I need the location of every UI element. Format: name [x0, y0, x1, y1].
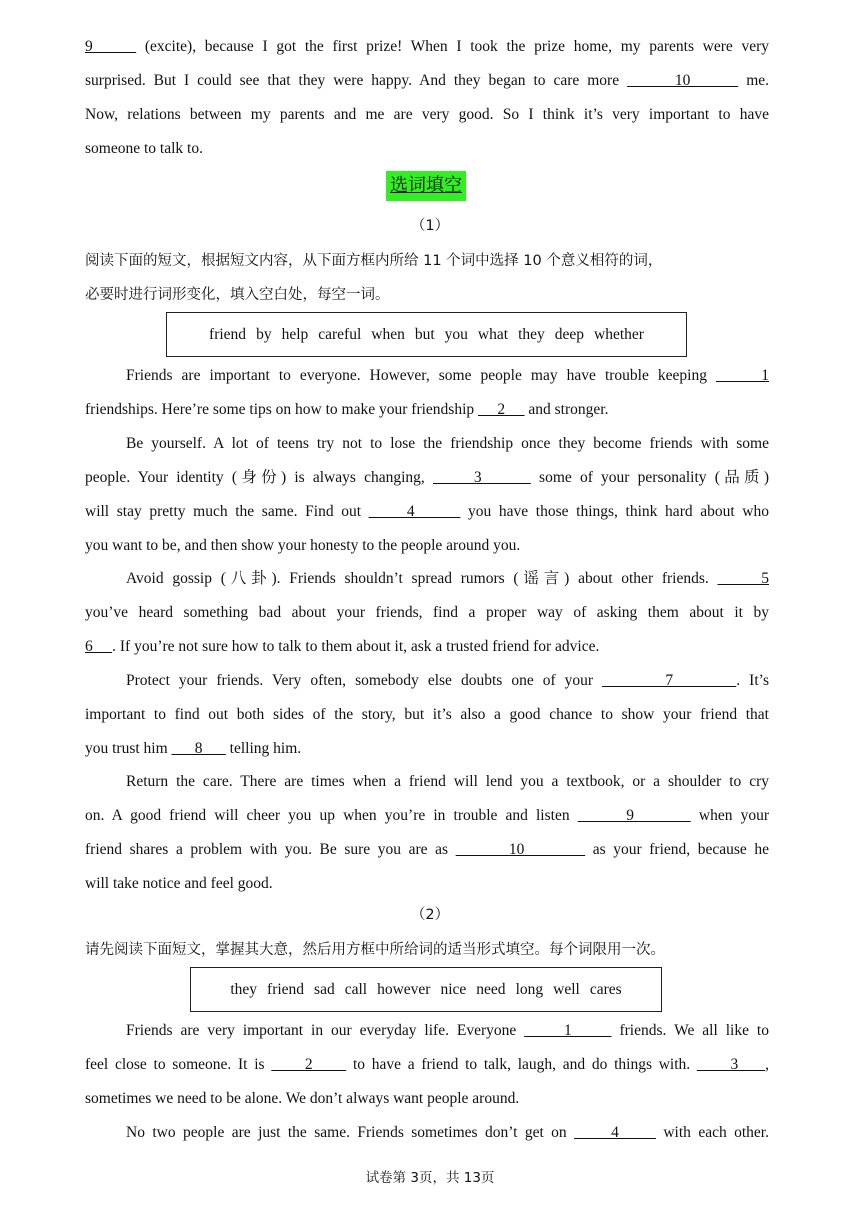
p1-para5-line1: Return the care. There are times when a friend will lend you a textbook, or a shoulder to cry: [126, 773, 769, 790]
blank-1: 1: [524, 1022, 612, 1039]
word-option: friend: [209, 325, 247, 343]
part1-label: （1）: [410, 218, 450, 234]
word-option: whether: [594, 325, 644, 343]
p1-para5-line3: friend shares a problem with you. Be sure you are as 10 as your friend, because he: [85, 841, 769, 858]
word-option: friend: [267, 980, 305, 998]
part1-instruction-2: 必要时进行词形变化，填入空白处，每空一词。: [85, 287, 390, 303]
p2-para2-line1: No two people are just the same. Friends sometimes don’t get on 4 with each other.: [126, 1124, 769, 1141]
carryover-line-2: surprised. But I could see that they were happy. And they began to care more 10 me.: [85, 72, 770, 89]
blank-9: 9: [85, 38, 137, 55]
word-option: when: [371, 325, 405, 343]
blank-1: 1: [716, 367, 770, 384]
word-option: by: [256, 325, 272, 343]
blank-10: 10: [455, 841, 586, 858]
p1-para1-line2: friendships. Here’re some tips on how to make your friendship 2 and stronger.: [85, 401, 609, 418]
blank-4: 4: [574, 1124, 656, 1141]
word-option: sad: [314, 980, 335, 998]
p1-para4-line2: important to find out both sides of the story, but it’s also a good chance to show your friend that: [85, 706, 769, 723]
p1-para1-line1: Friends are important to everyone. However, some people may have trouble keeping 1: [126, 367, 770, 384]
blank-6: 6: [85, 638, 113, 655]
carryover-line-4: someone to talk to.: [85, 140, 203, 157]
blank-10: 10: [627, 72, 739, 89]
word-option: but: [414, 325, 435, 343]
blank-7: 7: [602, 672, 737, 689]
p1-para2-line4: you want to be, and then show your honesty to the people around you.: [85, 537, 521, 554]
blank-5: 5: [717, 570, 769, 587]
p2-para1-line1: Friends are very important in our everyday life. Everyone 1 friends. We all like to: [126, 1022, 769, 1039]
part2-word-box: [190, 967, 662, 1012]
blank-8: 8: [171, 740, 226, 757]
blank-2: 2: [271, 1056, 347, 1073]
carryover-line-3: Now, relations between my parents and me are very good. So I think it’s very important to have: [85, 106, 769, 123]
word-option: deep: [554, 325, 585, 343]
p1-para2-line1: Be yourself. A lot of teens try not to lose the friendship once they become friends with some: [126, 435, 769, 452]
p1-para2-line3: will stay pretty much the same. Find out 4 you have those things, think hard about who: [85, 503, 770, 520]
word-option: help: [281, 325, 309, 343]
section-heading: 选词填空: [386, 171, 466, 201]
word-option: nice: [440, 980, 467, 998]
part2-instruction: 请先阅读下面短文，掌握其大意，然后用方框中所给词的适当形式填空。每个词限用一次。: [85, 942, 665, 958]
p1-para3-line3: 6 . If you’re not sure how to talk to them about it, ask a trusted friend for advice.: [85, 638, 600, 655]
p1-para4-line3: you trust him 8 telling him.: [85, 740, 302, 757]
word-option: need: [476, 980, 506, 998]
p2-para1-line2: feel close to someone. It is 2 to have a friend to talk, laugh, and do things with. 3 ,: [85, 1056, 770, 1073]
blank-4: 4: [368, 503, 461, 520]
word-option: they: [518, 325, 545, 343]
blank-3: 3: [696, 1056, 766, 1073]
part2-label: （2）: [410, 907, 450, 923]
part1-instruction-1: 阅读下面的短文，根据短文内容，从下面方框内所给 11 个词中选择 10 个意义相符的词，: [85, 253, 663, 269]
carryover-line-1: 9 (excite), because I got the first prize! When I took the prize home, my parents were very: [85, 38, 770, 55]
p1-para3-line1: Avoid gossip (八卦). Friends shouldn’t spread rumors (谣言) about other friends. 5: [126, 570, 769, 587]
word-option: they: [230, 980, 258, 998]
page-footer: 试卷第 3页，共 13页: [365, 1170, 495, 1186]
word-option: what: [477, 325, 509, 343]
blank-2: 2: [478, 401, 525, 418]
p1-para5-line2: on. A good friend will cheer you up when you’re in trouble and listen 9 when your: [85, 807, 769, 824]
word-option: call: [344, 980, 368, 998]
blank-3: 3: [432, 469, 531, 486]
p1-para5-line4: will take notice and feel good.: [85, 875, 273, 892]
p1-para4-line1: Protect your friends. Very often, somebody else doubts one of your 7 . It’s: [126, 672, 769, 689]
p1-para3-line2: you’ve heard something bad about your friends, find a proper way of asking them about it by: [85, 604, 769, 621]
word-option: however: [377, 980, 431, 998]
word-option: careful: [318, 325, 362, 343]
p2-para1-line3: sometimes we need to be alone. We don’t always want people around.: [85, 1090, 520, 1107]
word-option: cares: [589, 980, 622, 998]
part1-word-box: [166, 312, 687, 357]
word-option: well: [553, 980, 580, 998]
word-option: long: [515, 980, 544, 998]
blank-9: 9: [577, 807, 691, 824]
p1-para2-line2: people. Your identity (身份) is always changing, 3 some of your personality (品质): [85, 469, 769, 486]
word-option: you: [444, 325, 468, 343]
